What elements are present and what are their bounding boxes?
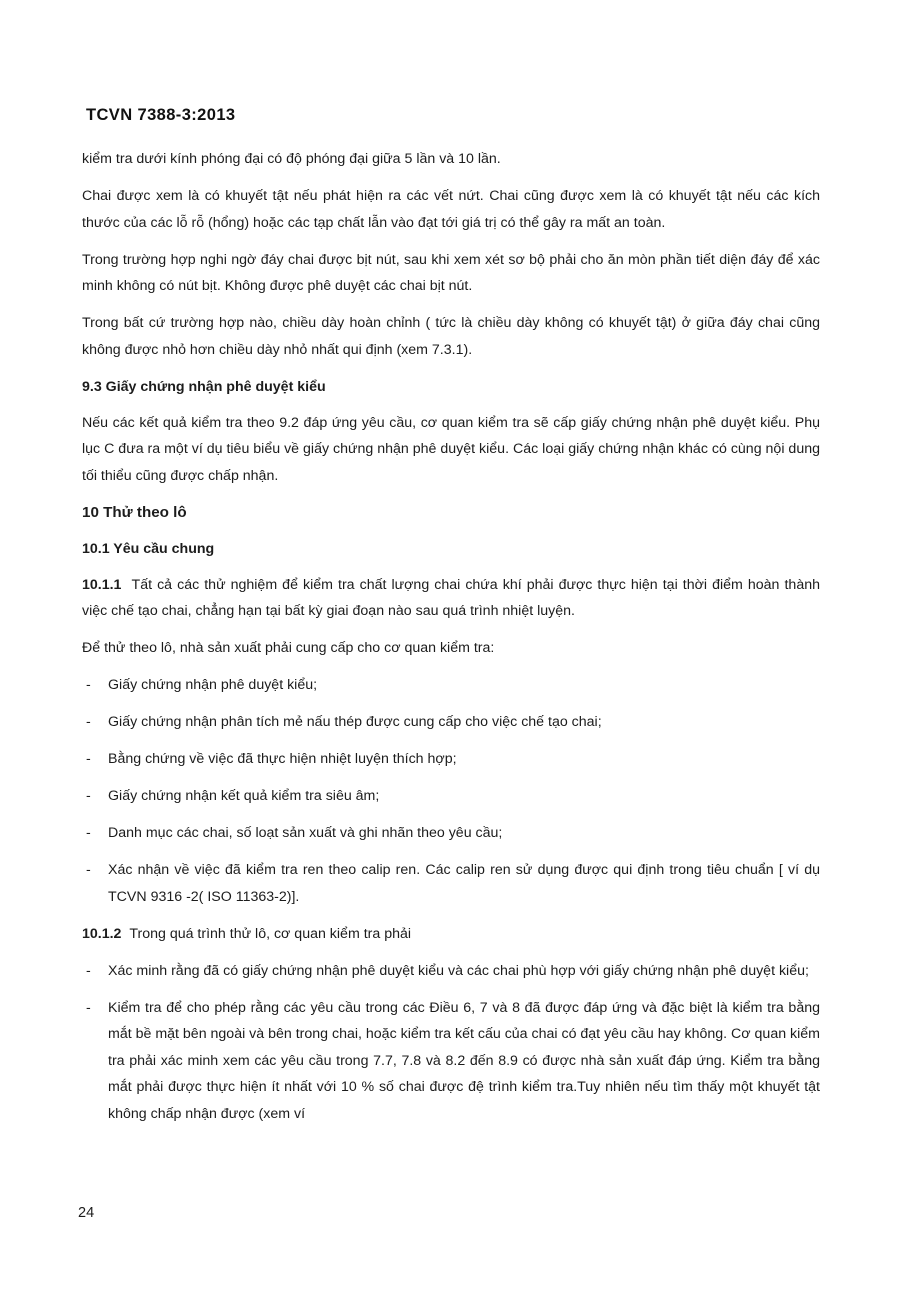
- document-list: [82, 672, 820, 910]
- list-item: - Bằng chứng về việc đã thực hiện nhiệt luyện thích hợp;: [82, 746, 820, 773]
- list-item: - Xác nhận về việc đã kiểm tra ren theo calip ren. Các calip ren sử dụng được qui định trong tiêu chuẩn [ ví dụ TCVN 9316 -2( ISO 11363-2)].: [82, 857, 820, 910]
- list-dash: -: [86, 825, 91, 841]
- list-dash: -: [86, 962, 91, 979]
- paragraph-type-approval-certificate: Nếu các kết quả kiểm tra theo 9.2 đáp ứng yêu cầu, cơ quan kiểm tra sẽ cấp giấy chứng nhận phê duyệt kiểu. Phụ lục C đưa ra một ví dụ tiêu biểu về giấy chứng nhận phê duyệt kiểu. Các loại giấy chứng nhận khác có cùng nội dung tối thiểu cũng được chấp nhận.: [82, 414, 820, 484]
- list-item: - Giấy chứng nhận phân tích mẻ nấu thép được cung cấp cho việc chế tạo chai;: [82, 709, 820, 736]
- list-dash: -: [86, 751, 91, 767]
- paragraph-defect-definition: Chai được xem là có khuyết tật nếu phát hiện ra các vết nứt. Chai cũng được xem là có khuyết tật nếu các kích thước của các lỗ rỗ (hổng) hoặc các tạp chất lẫn vào đạt tới giá trị có thể gây ra mất an toàn.: [82, 188, 820, 231]
- paragraph-magnification: kiểm tra dưới kính phóng đại có độ phóng đại giữa 5 lần và 10 lần.: [82, 151, 501, 167]
- section-10-1-heading: 10.1 Yêu cầu chung: [82, 540, 215, 557]
- page-content: [82, 146, 820, 1138]
- list-dash: -: [86, 788, 91, 804]
- section-9-3-heading: 9.3 Giấy chứng nhận phê duyệt kiểu: [82, 378, 326, 395]
- paragraph-batch-test-documents: Để thử theo lô, nhà sản xuất phải cung cấp cho cơ quan kiểm tra:: [82, 640, 495, 656]
- list-dash: -: [86, 677, 91, 693]
- list-item: - Giấy chứng nhận phê duyệt kiểu;: [82, 672, 820, 699]
- list-item: - Kiểm tra để cho phép rằng các yêu cầu trong các Điều 6, 7 và 8 đã được đáp ứng và đặc biệt là kiểm tra bằng mắt bề mặt bên ngoài và bên trong chai, hoặc kiểm tra kết cấu của chai có đạt yêu cầu hay không. Cơ quan kiểm tra phải xác minh xem các yêu cầu trong 7.7, 7.8 và 8.2 đến 8.9 có được nhà sản xuất đáp ứng. Kiểm tra bằng mắt phải được thực hiện ít nhất với 10 % số chai được đệ trình kiểm tra.Tuy nhiên nếu tìm thấy một khuyết tật không chấp nhận được (xem ví: [82, 995, 820, 1128]
- list-item: - Xác minh rằng đã có giấy chứng nhận phê duyệt kiểu và các chai phù hợp với giấy chứng nhận phê duyệt kiểu;: [82, 958, 820, 985]
- clause-10-1-2-text: Trong quá trình thử lô, cơ quan kiểm tra phải: [129, 925, 412, 942]
- page-number: 24: [78, 1205, 95, 1221]
- clause-10-1-1: [82, 572, 820, 625]
- paragraph-base-thickness: Trong bất cứ trường hợp nào, chiều dày hoàn chỉnh ( tức là chiều dày không có khuyết tật) ở giữa đáy chai cũng không được nhỏ hơn chiều dày nhỏ nhất qui định (xem 7.3.1).: [82, 315, 820, 358]
- clause-10-1-2: [82, 921, 820, 948]
- clause-10-1-1-number: 10.1.1: [82, 576, 122, 593]
- clause-10-1-2-number: 10.1.2: [82, 925, 122, 942]
- inspection-duties-list: [82, 958, 820, 1128]
- list-dash: -: [86, 714, 91, 730]
- paragraph-plugged-base: Trong trường hợp nghi ngờ đáy chai được bịt nút, sau khi xem xét sơ bộ phải cho ăn mòn phần tiết diện đáy để xác minh không có nút bịt. Không được phê duyệt các chai bịt nút.: [82, 251, 820, 294]
- section-10-heading: 10 Thử theo lô: [82, 503, 187, 521]
- standard-code-header: TCVN 7388-3:2013: [86, 106, 236, 124]
- clause-10-1-1-text: Tất cả các thử nghiệm để kiểm tra chất lượng chai chứa khí phải được thực hiện tại thời điểm hoàn thành việc chế tạo chai, chẳng hạn tại bất kỳ giai đoạn nào sau quá trình nhiệt luyện.: [82, 576, 820, 619]
- list-item: - Giấy chứng nhận kết quả kiểm tra siêu âm;: [82, 783, 820, 810]
- list-dash: -: [86, 862, 91, 878]
- list-dash: -: [86, 999, 91, 1016]
- list-item: - Danh mục các chai, số loạt sản xuất và ghi nhãn theo yêu cầu;: [82, 820, 820, 847]
